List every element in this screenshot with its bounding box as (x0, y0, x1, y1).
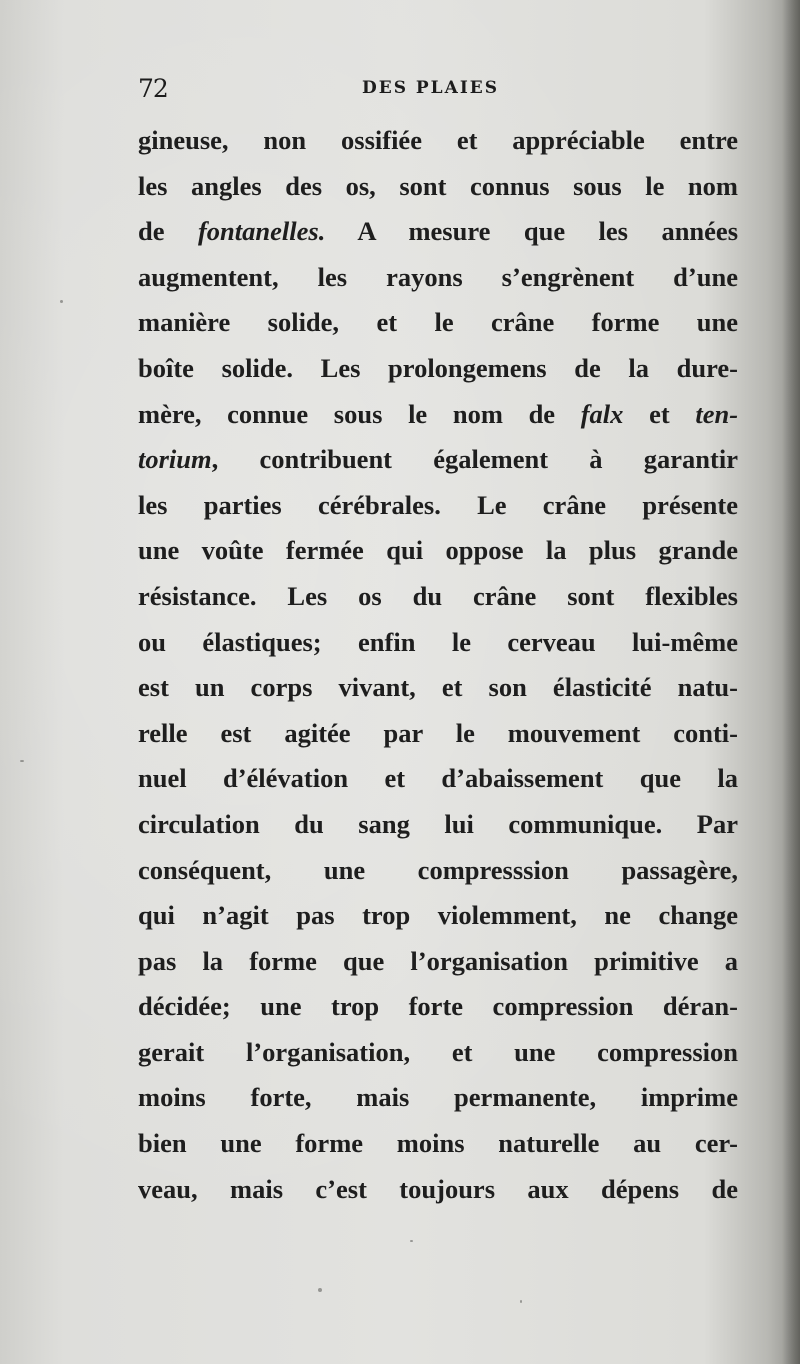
text-segment: une voûte fermée qui oppose la plus grande (138, 535, 738, 566)
text-segment: ou élastiques; enfin le cerveau lui-même (138, 626, 738, 657)
text-segment: les angles des os, sont connus sous le nom (138, 170, 738, 201)
italic-term: fontanelles. (197, 216, 326, 247)
text-line (138, 1167, 738, 1213)
body-text (138, 118, 738, 1212)
text-segment: les parties cérébrales. Le crâne présente (138, 489, 738, 520)
text-line (138, 164, 738, 210)
text-segment: résistance. Les os du crâne sont flexibles (138, 580, 738, 611)
text-line (138, 620, 738, 666)
text-segment: nuel d’élévation et d’abaissement que la (138, 763, 738, 794)
text-line (138, 483, 738, 529)
paper-speck (520, 1300, 522, 1303)
text-line (138, 255, 738, 301)
text-segment: boîte solide. Les prolongemens de la dure- (138, 352, 738, 383)
italic-term: torium (138, 444, 212, 475)
text-segment: décidée; une trop forte compression déran- (138, 991, 738, 1022)
italic-term: falx (580, 398, 624, 429)
text-segment: conséquent, une compresssion passagère, (138, 854, 738, 885)
italic-term: ten- (695, 398, 738, 429)
text-segment: relle est agitée par le mouvement conti- (138, 717, 738, 748)
text-line (138, 893, 738, 939)
text-segment: mère, connue sous le nom de (138, 398, 581, 429)
text-line (138, 528, 738, 574)
page-number: 72 (138, 74, 168, 103)
text-segment: veau, mais c’est toujours aux dépens de (138, 1173, 738, 1204)
text-line (138, 848, 738, 894)
text-segment: est un corps vivant, et son élasticité natu- (138, 672, 738, 703)
text-segment: de (138, 216, 198, 247)
text-line (138, 802, 738, 848)
text-line (138, 1075, 738, 1121)
text-line (138, 984, 738, 1030)
text-segment: A mesure que les années (325, 216, 738, 247)
text-line (138, 711, 738, 757)
paper-speck (60, 300, 63, 303)
text-line (138, 346, 738, 392)
text-segment: manière solide, et le crâne forme une (138, 307, 738, 338)
text-segment: qui n’agit pas trop violemment, ne change (138, 900, 738, 931)
text-line (138, 665, 738, 711)
text-line (138, 209, 738, 255)
text-segment: pas la forme que l’organisation primitive a (138, 945, 738, 976)
text-segment: moins forte, mais permanente, imprime (138, 1082, 738, 1113)
text-segment: bien une forme moins naturelle au cer- (138, 1128, 738, 1159)
text-segment: circulation du sang lui communique. Par (138, 808, 738, 839)
text-line (138, 392, 738, 438)
text-segment: et (623, 398, 696, 429)
text-line (138, 118, 738, 164)
paper-speck (410, 1240, 413, 1242)
text-line (138, 1030, 738, 1076)
page-spine-shadow (782, 0, 800, 1364)
text-segment: augmentent, les rayons s’engrènent d’une (138, 261, 738, 292)
text-segment: gineuse, non ossifiée et appréciable entre (138, 125, 738, 155)
text-segment: gerait l’organisation, et une compression (138, 1036, 738, 1067)
paper-speck (318, 1288, 322, 1292)
text-segment: , contribuent également à garantir (211, 444, 738, 475)
text-line (138, 756, 738, 802)
text-line (138, 574, 738, 620)
paper-speck (20, 760, 24, 762)
text-line (138, 939, 738, 985)
text-line (138, 1121, 738, 1167)
running-head: DES PLAIES (362, 78, 500, 98)
text-line (138, 300, 738, 346)
page-header (138, 74, 738, 110)
text-line (138, 437, 738, 483)
